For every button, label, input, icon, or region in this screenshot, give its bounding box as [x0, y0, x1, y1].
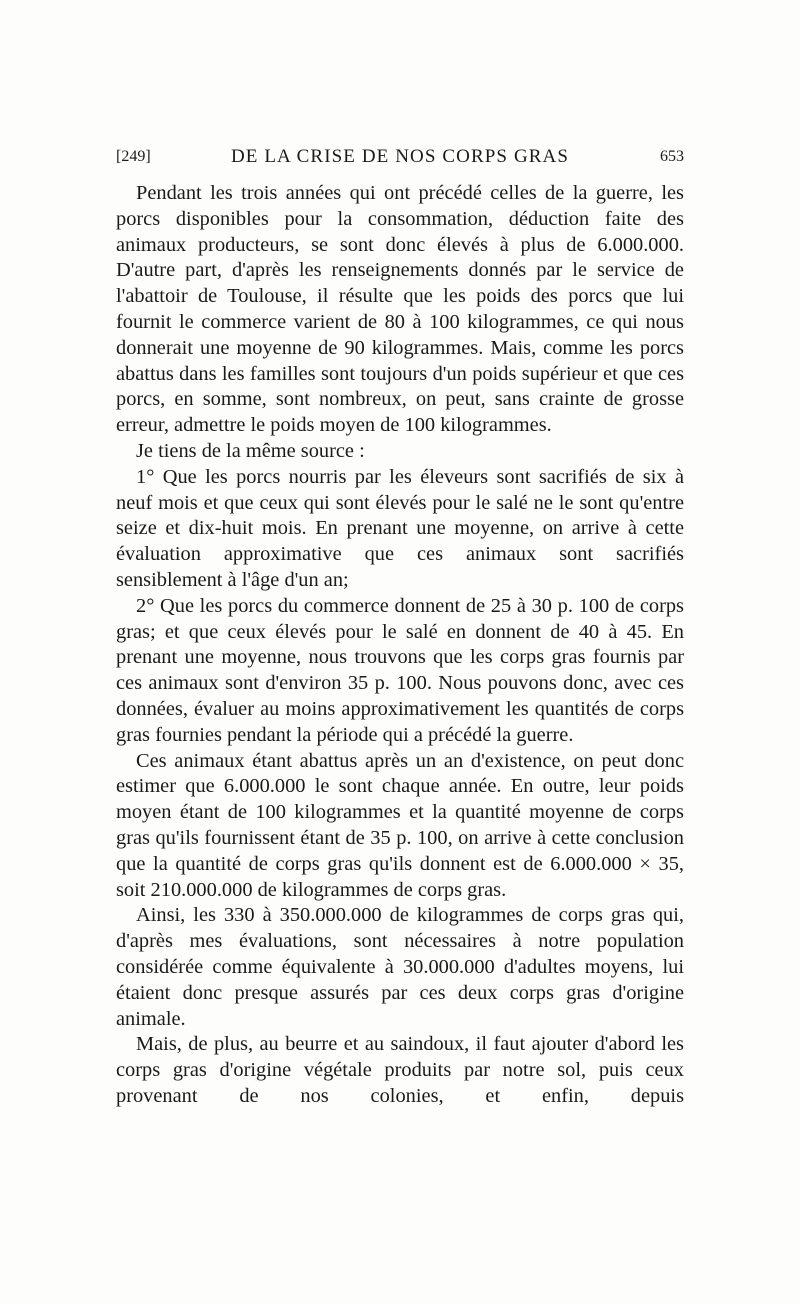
paragraph: Mais, de plus, au beurre et au saindoux, il faut ajouter d'abord les corps gras d'origine végétale produits par notre sol, puis ceux provenant de nos colonies, et enfin, depuis	[116, 1033, 684, 1107]
paragraph: Ainsi, les 330 à 350.000.000 de kilogrammes de corps gras qui, d'après mes évaluations, sont nécessaires à notre population considérée comme équivalente à 30.000.000 d'adultes moyens, lui étaient donc presque assurés par ces deux corps gras d'origine animale.	[116, 904, 684, 1030]
paragraph: Ces animaux étant abattus après un an d'existence, on peut donc estimer que 6.000.000 le sont chaque année. En outre, leur poids moyen étant de 100 kilogrammes et la quantité moyenne de corps gras qu'ils fournissent étant de 35 p. 100, on arrive à cette conclusion que la quantité de corps gras qu'ils donnent est de 6.000.000 × 35, soit 210.000.000 de kilogrammes de corps gras.	[116, 749, 684, 901]
body-text	[116, 181, 684, 1110]
paragraph: 1° Que les porcs nourris par les éleveurs sont sacrifiés de six à neuf mois et que ceux qui sont élevés pour le salé ne le sont qu'entre seize et dix-huit mois. En prenant une moyenne, on arrive à cette évaluation approximative que ces animaux sont sacrifiés sensiblement à l'âge d'un an;	[116, 465, 684, 591]
page-header	[116, 146, 684, 172]
folio-bracket-number: [249]	[116, 148, 151, 165]
paragraph: 2° Que les porcs du commerce donnent de 25 à 30 p. 100 de corps gras; et que ceux élevés pour le salé en donnent de 40 à 45. En prenant une moyenne, nous trouvons que les corps gras fournis par ces animaux sont d'environ 35 p. 100. Nous pouvons donc, avec ces données, évaluer au moins approximativement les quantités de corps gras fournies pendant la période qui a précédé la guerre.	[116, 594, 684, 746]
running-title: DE LA CRISE DE NOS CORPS GRAS	[230, 146, 570, 167]
page-number: 653	[660, 148, 684, 165]
paragraph: Pendant les trois années qui ont précédé celles de la guerre, les porcs disponibles pour la consommation, déduction faite des animaux producteurs, se sont donc élevés à plus de 6.000.000. D'autre part, d'après les renseignements donnés par le service de l'abattoir de Toulouse, il résulte que les poids des porcs que lui fournit le commerce varient de 80 à 100 kilogrammes, ce qui nous donnerait une moyenne de 90 kilogrammes. Mais, comme les porcs abattus dans les familles sont toujours d'un poids supérieur et que ces porcs, en somme, sont nombreux, on peut, sans crainte de grosse erreur, admettre le poids moyen de 100 kilogrammes.	[116, 182, 684, 437]
paragraph: Je tiens de la même source :	[136, 439, 365, 462]
